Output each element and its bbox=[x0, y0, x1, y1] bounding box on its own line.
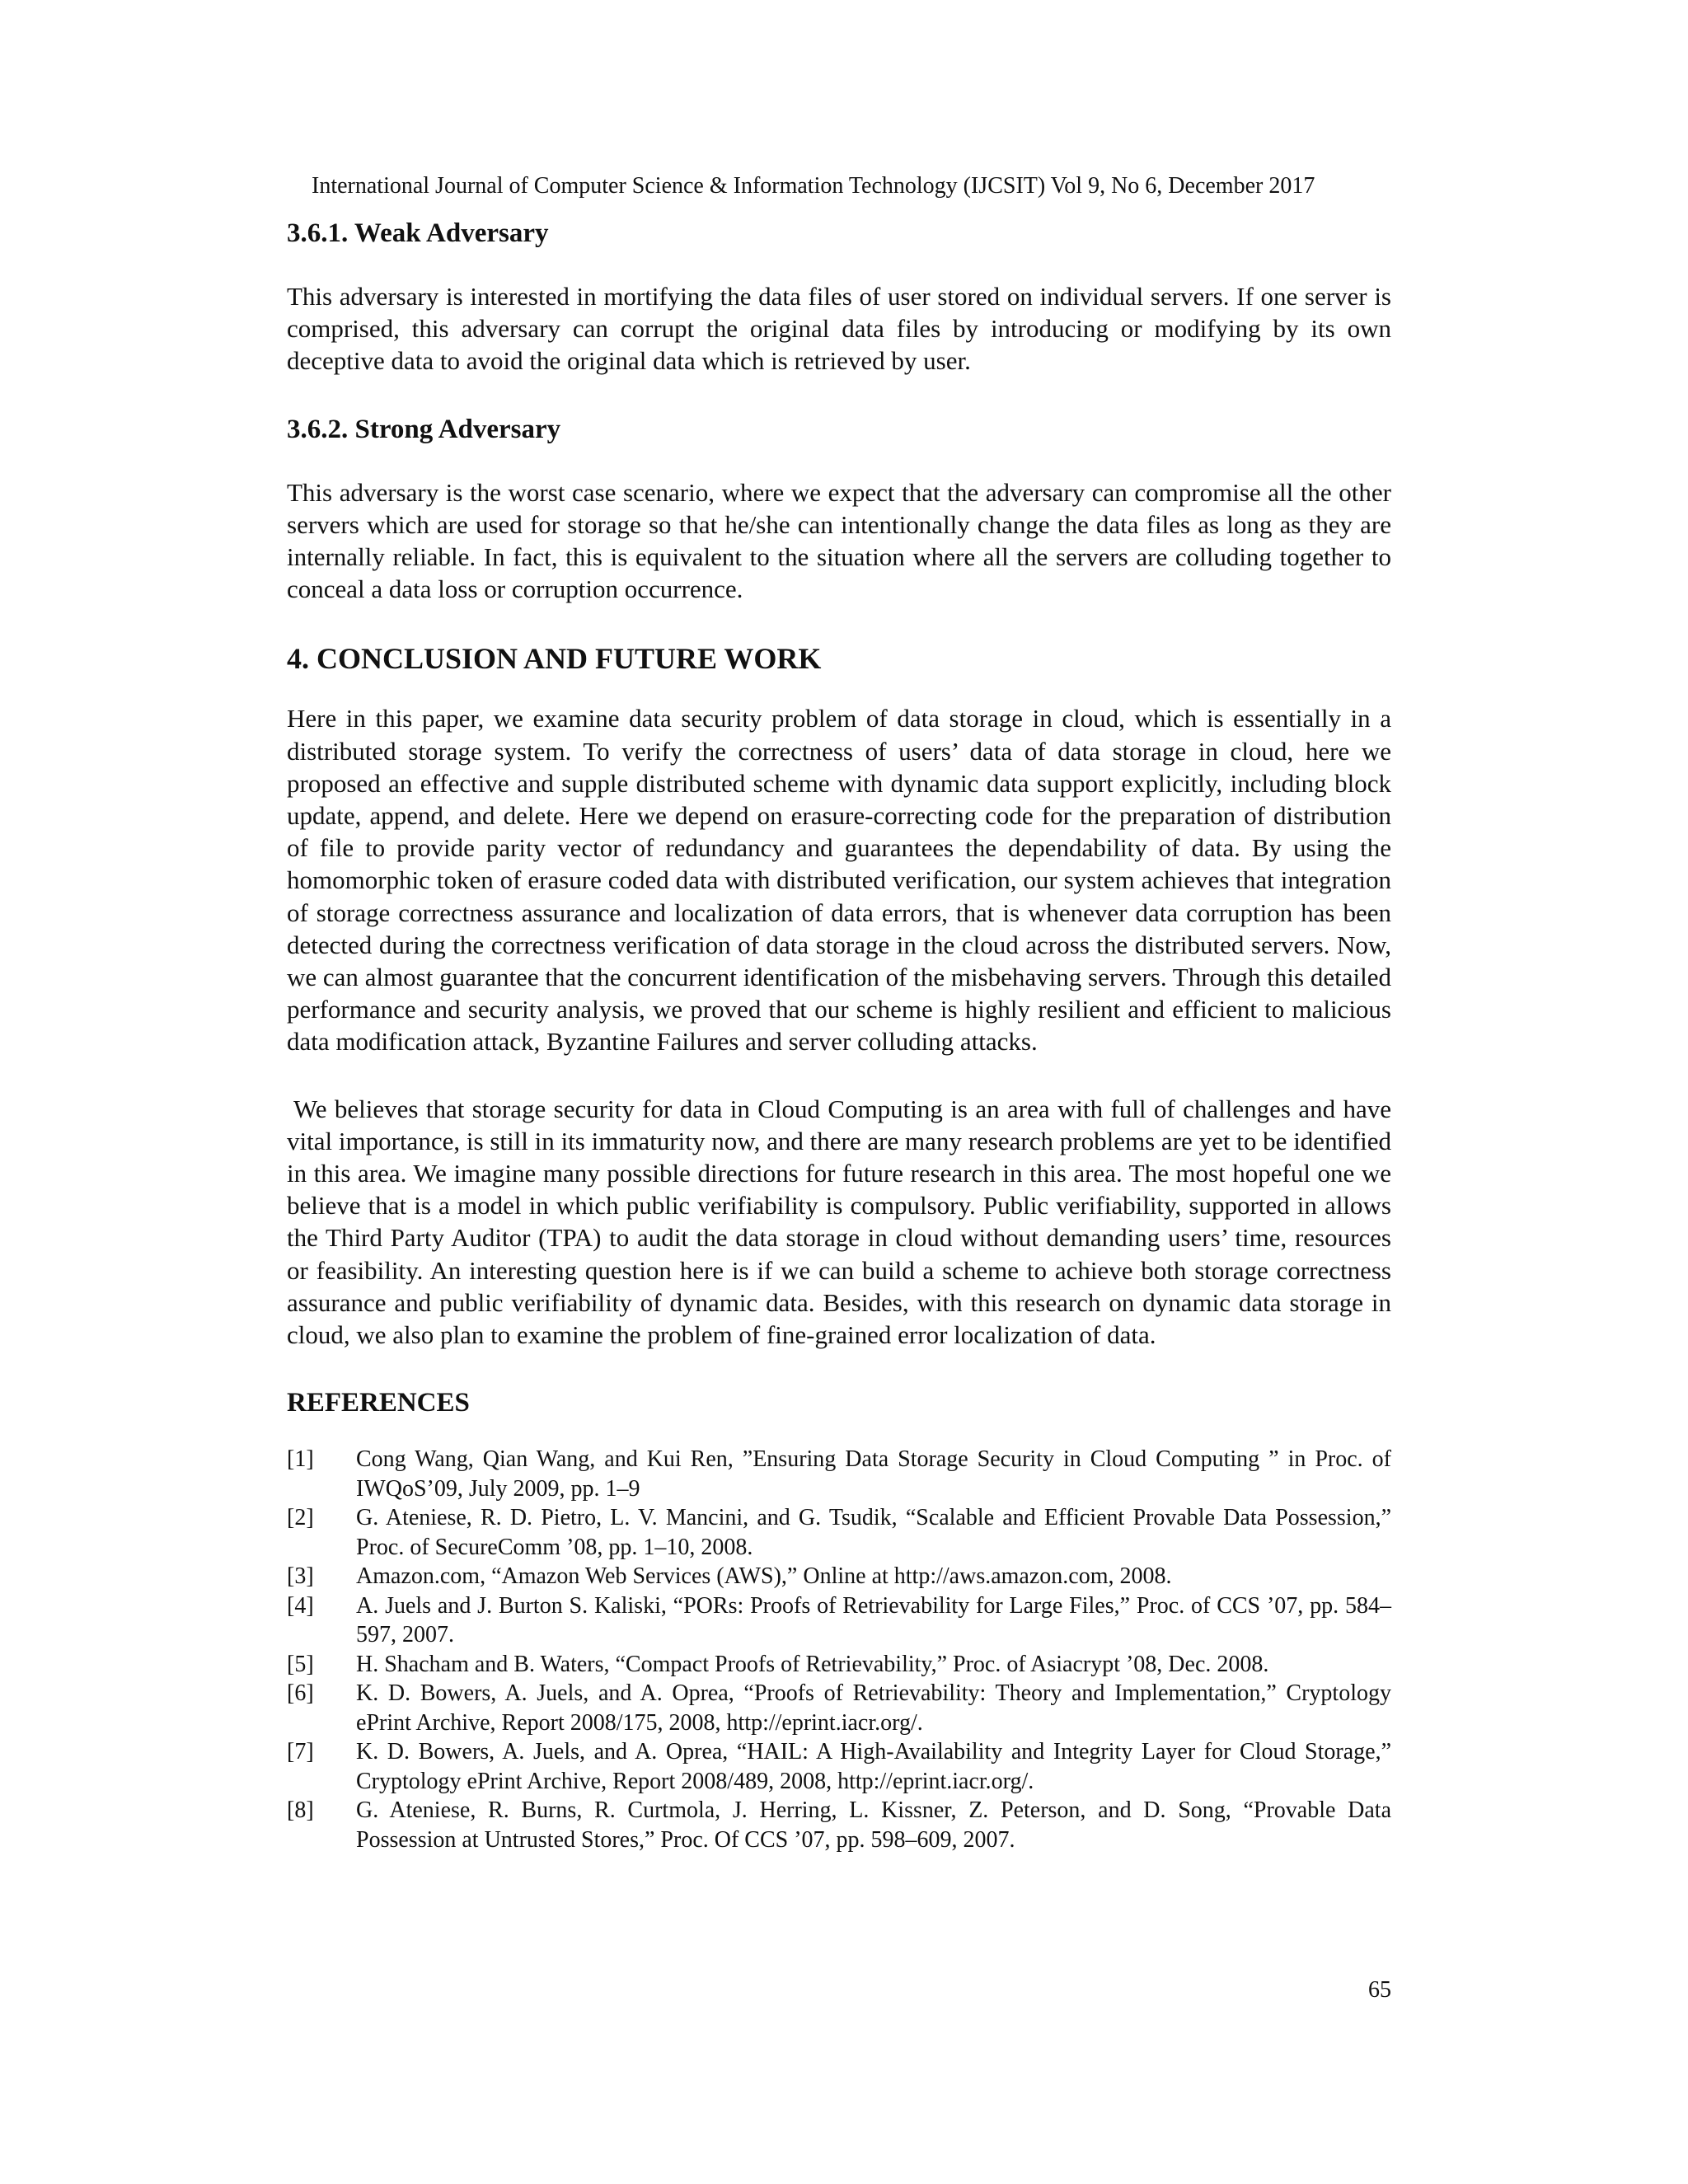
weak-adversary-heading: 3.6.1. Weak Adversary bbox=[287, 218, 549, 248]
weak-adversary-paragraph: This adversary is interested in mortifying the data files of user stored on individual servers. If one server is comprised, this adversary can corrupt the original data files by introducing or modifying by its own deceptive data to avoid the original data which is retrieved by user. bbox=[287, 282, 1391, 376]
reference-item bbox=[287, 1796, 1391, 1854]
reference-text: G. Ateniese, R. D. Pietro, L. V. Mancini, and G. Tsudik, “Scalable and Efficient Provable Data Possession,” Proc. of SecureComm ’08, pp. 1–10, 2008. bbox=[356, 1505, 1391, 1560]
reference-number: [1] bbox=[287, 1446, 314, 1473]
reference-item bbox=[287, 1650, 1391, 1680]
reference-item bbox=[287, 1591, 1391, 1650]
reference-number: [5] bbox=[287, 1651, 314, 1677]
reference-item bbox=[287, 1445, 1391, 1503]
references-heading: REFERENCES bbox=[287, 1388, 470, 1418]
reference-number: [4] bbox=[287, 1592, 314, 1619]
reference-list bbox=[287, 1445, 1391, 1854]
conclusion-heading: 4. CONCLUSION AND FUTURE WORK bbox=[287, 642, 822, 676]
reference-text: A. Juels and J. Burton S. Kaliski, “PORs: Proofs of Retrievability for Large Files,” Proc. of CCS ’07, pp. 584–597, 2007. bbox=[356, 1592, 1391, 1648]
running-header: International Journal of Computer Science & Information Technology (IJCSIT) Vol 9, No 6, December 2017 bbox=[312, 173, 1315, 199]
reference-number: [3] bbox=[287, 1563, 314, 1590]
reference-text: H. Shacham and B. Waters, “Compact Proofs of Retrievability,” Proc. of Asiacrypt ’08, Dec. 2008. bbox=[356, 1651, 1269, 1677]
reference-item bbox=[287, 1679, 1391, 1737]
reference-text: K. D. Bowers, A. Juels, and A. Oprea, “Proofs of Retrievability: Theory and Implementation,” Cryptology ePrint Archive, Report 2008/175, 2008, http://eprint.iacr.org/. bbox=[356, 1680, 1391, 1736]
reference-item bbox=[287, 1562, 1391, 1591]
reference-number: [2] bbox=[287, 1505, 314, 1531]
reference-item bbox=[287, 1737, 1391, 1796]
page-number: 65 bbox=[1368, 1977, 1391, 2003]
strong-adversary-heading: 3.6.2. Strong Adversary bbox=[287, 414, 561, 444]
strong-adversary-paragraph: This adversary is the worst case scenario, where we expect that the adversary can compromise all the other servers which are used for storage so that he/she can intentionally change the data files as long as they are internally reliable. In fact, this is equivalent to the situation where all the servers are colluding together to conceal a data loss or corruption occurrence. bbox=[287, 477, 1391, 604]
reference-text: G. Ateniese, R. Burns, R. Curtmola, J. Herring, L. Kissner, Z. Peterson, and D. Song, “Provable Data Possession at Untrusted Stores,” Proc. Of CCS ’07, pp. 598–609, 2007. bbox=[356, 1797, 1391, 1853]
reference-text: Cong Wang, Qian Wang, and Kui Ren, ”Ensuring Data Storage Security in Cloud Computing ” in Proc. of IWQoS’09, July 2009, pp. 1–9 bbox=[356, 1446, 1391, 1502]
reference-number: [8] bbox=[287, 1797, 314, 1824]
conclusion-paragraph-1: Here in this paper, we examine data security problem of data storage in cloud, which is essentially in a distributed storage system. To verify the correctness of users’ data of data storage in cloud, here we proposed an effective and supple distributed scheme with dynamic data support explicitly, including block update, append, and delete. Here we depend on erasure-correcting code for the preparation of distribution of file to provide parity vector of redundancy and guarantees the dependability of data. By using the homomorphic token of erasure coded data with distributed verification, our system achieves that integration of storage correctness assurance and localization of data errors, that is whenever data corruption has been detected during the correctness verification of data storage in the cloud across the distributed servers. Now, we can almost guarantee that the concurrent identification of the misbehaving servers. Through this detailed performance and security analysis, we proved that our scheme is highly resilient and efficient to malicious data modification attack, Byzantine Failures and server colluding attacks. bbox=[287, 704, 1391, 1057]
conclusion-paragraph-2: We believes that storage security for data in Cloud Computing is an area with full of challenges and have vital importance, is still in its immaturity now, and there are many research problems are yet to be identified in this area. We imagine many possible directions for future research in this area. The most hopeful one we believe that is a model in which public verifiability is compulsory. Public verifiability, supported in allows the Third Party Auditor (TPA) to audit the data storage in cloud without demanding users’ time, resources or feasibility. An interesting question here is if we can build a scheme to achieve both storage correctness assurance and public verifiability of dynamic data. Besides, with this research on dynamic data storage in cloud, we also plan to examine the problem of fine-grained error localization of data. bbox=[287, 1094, 1391, 1350]
reference-text: Amazon.com, “Amazon Web Services (AWS),” Online at http://aws.amazon.com, 2008. bbox=[356, 1563, 1172, 1590]
reference-number: [7] bbox=[287, 1739, 314, 1765]
page-content bbox=[287, 216, 1391, 1854]
reference-number: [6] bbox=[287, 1680, 314, 1707]
reference-item bbox=[287, 1503, 1391, 1562]
reference-text: K. D. Bowers, A. Juels, and A. Oprea, “HAIL: A High-Availability and Integrity Layer for Cloud Storage,” Cryptology ePrint Archive, Report 2008/489, 2008, http://eprint.iacr.org/. bbox=[356, 1739, 1391, 1794]
